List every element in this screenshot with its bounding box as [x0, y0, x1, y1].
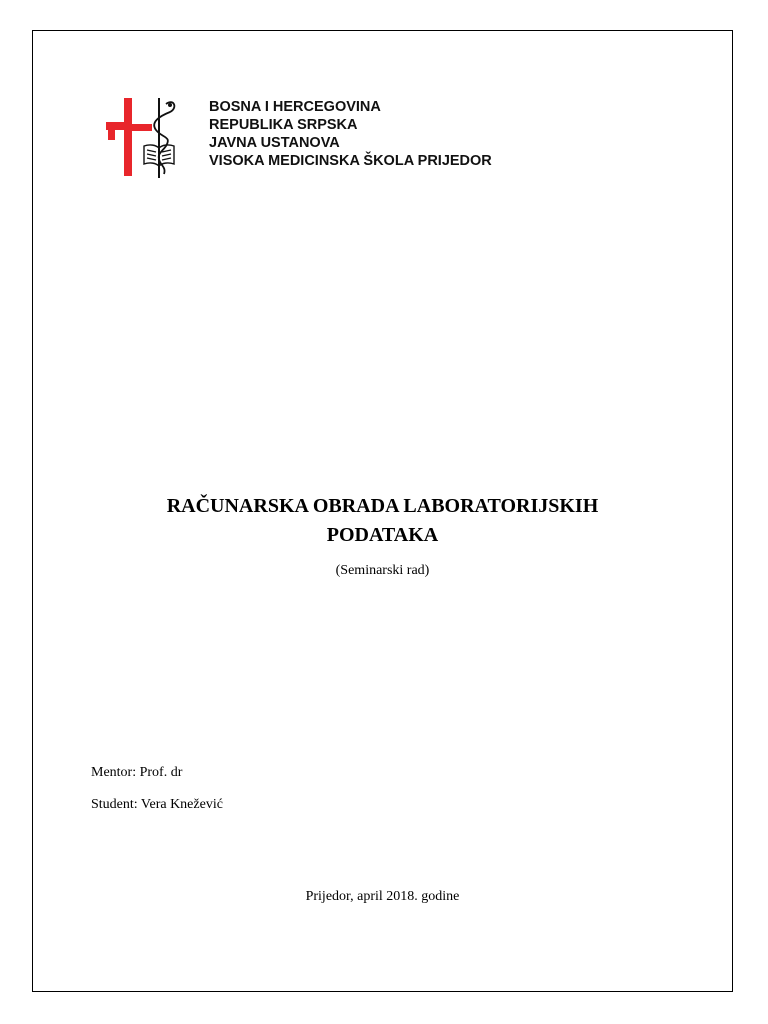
institution-header: [209, 98, 492, 170]
document-title: [32, 492, 733, 550]
title-line-2: PODATAKA: [326, 524, 439, 546]
institution-line-school: VISOKA MEDICINSKA ŠKOLA PRIJEDOR: [209, 153, 492, 169]
title-line-1: RAČUNARSKA OBRADA LABORATORIJSKIH: [166, 495, 599, 517]
document-subtitle: (Seminarski rad): [335, 563, 430, 578]
student-line: Student: Vera Knežević: [91, 797, 223, 812]
place-date-line: Prijedor, april 2018. godine: [305, 889, 460, 904]
mentor-line: Mentor: Prof. dr: [91, 765, 183, 780]
school-logo-icon: [104, 94, 194, 180]
institution-line-type: JAVNA USTANOVA: [209, 135, 340, 151]
institution-line-country: BOSNA I HERCEGOVINA: [209, 99, 381, 115]
institution-line-entity: REPUBLIKA SRPSKA: [209, 117, 358, 133]
